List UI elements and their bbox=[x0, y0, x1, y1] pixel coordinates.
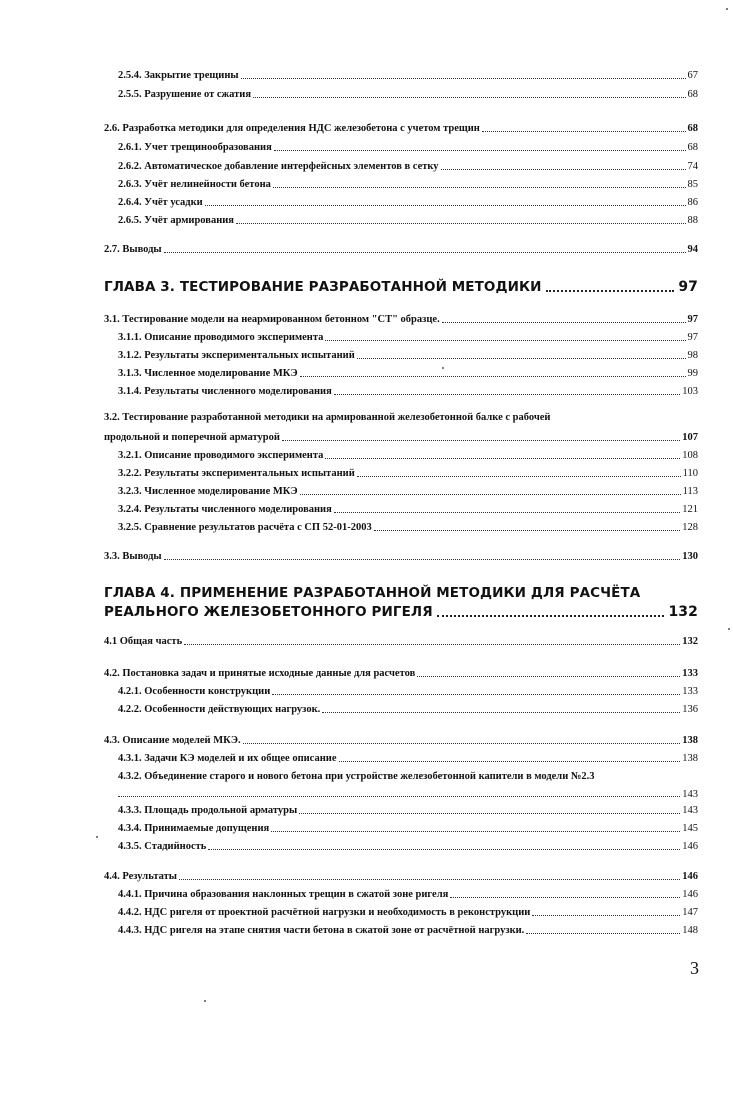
toc-entry-title: 2.6.1. Учет трещинообразования bbox=[118, 142, 272, 153]
toc-entry-title: 3.1.4. Результаты численного моделирования bbox=[118, 386, 332, 397]
toc-entry[interactable] bbox=[118, 518, 698, 534]
leader-dots bbox=[482, 131, 686, 132]
toc-entry-title: 3.2.1. Описание проводимого эксперимента bbox=[118, 450, 324, 461]
toc-chapter-heading[interactable] bbox=[104, 583, 698, 621]
toc-entry[interactable] bbox=[118, 85, 698, 101]
toc-page-number: 97 bbox=[687, 332, 698, 343]
toc-entry-title: 4.1 Общая часть bbox=[104, 636, 183, 647]
toc-entry-title-line1[interactable]: 3.2. Тестирование разработанной методики на армированной железобетонной балке с рабочей bbox=[104, 412, 551, 423]
leader-dots bbox=[241, 78, 686, 79]
toc-entry[interactable] bbox=[104, 119, 698, 135]
toc-entry[interactable] bbox=[118, 749, 698, 765]
chapter-title-line2: РЕАЛЬНОГО ЖЕЛЕЗОБЕТОННОГО РИГЕЛЯ bbox=[104, 604, 433, 620]
leader-dots bbox=[532, 915, 680, 916]
toc-page-number: 103 bbox=[682, 386, 698, 397]
toc-entry[interactable] bbox=[104, 547, 698, 563]
toc-entry[interactable] bbox=[118, 66, 698, 82]
toc-entry[interactable] bbox=[118, 346, 698, 362]
toc-page-number: 121 bbox=[682, 504, 698, 515]
toc-entry[interactable] bbox=[118, 328, 698, 344]
toc-entry-title: 4.4. Результаты bbox=[104, 871, 177, 882]
toc-page-number: 113 bbox=[682, 486, 698, 497]
toc-page-number: 136 bbox=[682, 704, 698, 715]
leader-dots bbox=[272, 694, 680, 695]
toc-entry[interactable] bbox=[118, 464, 698, 480]
toc-page-number: 128 bbox=[682, 522, 698, 533]
leader-dots bbox=[205, 205, 686, 206]
toc-entry-title: 4.3.1. Задачи КЭ моделей и их общее описание bbox=[118, 753, 337, 764]
toc-entry-title: 2.5.5. Разрушение от сжатия bbox=[118, 89, 252, 100]
leader-dots bbox=[179, 879, 680, 880]
chapter-title-line1: ГЛАВА 4. ПРИМЕНЕНИЕ РАЗРАБОТАННОЙ МЕТОДИКИ ДЛЯ РАСЧЁТА bbox=[104, 585, 641, 601]
toc-entry-title: 3.2.2. Результаты экспериментальных испытаний bbox=[118, 468, 355, 479]
toc-page-number: 68 bbox=[687, 142, 698, 153]
toc-page-number: 143 bbox=[682, 805, 698, 816]
toc-entry-title: 3.1.3. Численное моделирование МКЭ bbox=[118, 368, 298, 379]
toc-page-number: 108 bbox=[682, 450, 698, 461]
toc-chapter-heading[interactable] bbox=[104, 277, 698, 296]
leader-dots bbox=[526, 933, 680, 934]
toc-entry-title: 4.2.1. Особенности конструкции bbox=[118, 686, 271, 697]
toc-entry[interactable] bbox=[118, 157, 698, 173]
toc-entry-title: 3.2.5. Сравнение результатов расчёта с СП 52-01-2003 bbox=[118, 522, 372, 533]
toc-page-number: 98 bbox=[687, 350, 698, 361]
toc-entry[interactable] bbox=[118, 138, 698, 154]
leader-dots bbox=[442, 322, 686, 323]
leader-dots bbox=[282, 440, 680, 441]
toc-page-number: 146 bbox=[682, 841, 698, 852]
leader-dots bbox=[357, 476, 681, 477]
toc-entry[interactable] bbox=[118, 885, 698, 901]
toc-entry-title: 4.3. Описание моделей МКЭ. bbox=[104, 735, 241, 746]
toc-entry-title: 3.1.1. Описание проводимого эксперимента bbox=[118, 332, 324, 343]
toc-entry[interactable] bbox=[118, 682, 698, 698]
leader-dots bbox=[253, 97, 685, 98]
toc-page-number: 147 bbox=[682, 907, 698, 918]
toc-entry-title: 3.3. Выводы bbox=[104, 551, 162, 562]
toc-entry-title: 2.5.4. Закрытие трещины bbox=[118, 70, 239, 81]
toc-page-number: 107 bbox=[682, 432, 698, 443]
page-number: 3 bbox=[690, 958, 699, 978]
toc-page-number: 110 bbox=[682, 468, 698, 479]
toc-entry[interactable] bbox=[118, 921, 698, 937]
leader-dots bbox=[236, 223, 686, 224]
scan-speck bbox=[728, 628, 730, 630]
toc-entry-title: 4.3.4. Принимаемые допущения bbox=[118, 823, 270, 834]
leader-dots bbox=[441, 169, 686, 170]
toc-page-number: 94 bbox=[687, 244, 698, 255]
toc-entry-title: 4.3.5. Стадийность bbox=[118, 841, 207, 852]
toc-entry-title: 4.4.2. НДС ригеля от проектной расчётной нагрузки и необходимость в реконструкции bbox=[118, 907, 531, 918]
toc-entry[interactable] bbox=[118, 175, 698, 191]
toc-entry-title: 4.4.3. НДС ригеля на этапе снятия части бетона в сжатой зоне от расчётной нагрузки. bbox=[118, 925, 525, 936]
leader-dots bbox=[184, 644, 680, 645]
leader-dots bbox=[164, 252, 686, 253]
toc-page-number: 97 bbox=[678, 279, 698, 295]
toc-entry-title: 2.7. Выводы bbox=[104, 244, 162, 255]
leader-dots bbox=[300, 376, 686, 377]
toc-entry[interactable] bbox=[118, 700, 698, 716]
toc-entry[interactable] bbox=[118, 500, 698, 516]
toc-entry-title: 2.6.2. Автоматическое добавление интерфейсных элементов в сетку bbox=[118, 161, 439, 172]
toc-entry-title: 3.2.3. Численное моделирование МКЭ bbox=[118, 486, 298, 497]
toc-entry[interactable] bbox=[118, 446, 698, 462]
leader-dots bbox=[334, 512, 680, 513]
leader-dots bbox=[164, 559, 681, 560]
toc-page-number: 88 bbox=[687, 215, 698, 226]
toc-entry-title: 2.6.3. Учёт нелинейности бетона bbox=[118, 179, 271, 190]
leader-dots bbox=[300, 494, 681, 495]
toc-entry[interactable] bbox=[118, 482, 698, 498]
scan-speck bbox=[204, 1000, 206, 1002]
scan-speck bbox=[442, 367, 444, 369]
toc-entry-continuation[interactable] bbox=[118, 784, 698, 800]
toc-entry[interactable] bbox=[118, 364, 698, 380]
leader-dots bbox=[243, 743, 681, 744]
leader-dots bbox=[273, 187, 686, 188]
toc-page-number: 86 bbox=[687, 197, 698, 208]
leader-dots bbox=[546, 290, 675, 292]
scan-speck bbox=[726, 8, 728, 10]
leader-dots bbox=[322, 712, 680, 713]
toc-page-number: 132 bbox=[668, 604, 698, 620]
toc-entry-title: 4.3.2. Объединение старого и нового бетона при устройстве железобетонной капители в модели №2.3 bbox=[118, 771, 595, 782]
toc-entry-title: 4.2.2. Особенности действующих нагрузок. bbox=[118, 704, 321, 715]
leader-dots bbox=[437, 615, 665, 617]
toc-entry-title: 4.2. Постановка задач и принятые исходные данные для расчетов bbox=[104, 668, 416, 679]
toc-page-number: 67 bbox=[687, 70, 698, 81]
toc-entry-title: 4.3.3. Площадь продольной арматуры bbox=[118, 805, 298, 816]
toc-page-number: 138 bbox=[682, 753, 698, 764]
toc-entry[interactable] bbox=[104, 428, 698, 444]
toc-entry[interactable] bbox=[118, 903, 698, 919]
leader-dots bbox=[417, 676, 680, 677]
toc-page-number: 74 bbox=[687, 161, 698, 172]
toc-entry[interactable] bbox=[118, 819, 698, 835]
toc-page-number: 132 bbox=[682, 636, 698, 647]
leader-dots bbox=[334, 394, 680, 395]
toc-page-number: 130 bbox=[682, 551, 698, 562]
toc-entry-title: продольной и поперечной арматурой bbox=[104, 432, 280, 443]
toc-entry-title: 3.1.2. Результаты экспериментальных испытаний bbox=[118, 350, 355, 361]
toc-page-number: 99 bbox=[687, 368, 698, 379]
toc-page-number: 138 bbox=[682, 735, 698, 746]
toc-page-number: 97 bbox=[687, 314, 698, 325]
leader-dots bbox=[325, 458, 680, 459]
leader-dots bbox=[339, 761, 681, 762]
toc-entry[interactable] bbox=[118, 801, 698, 817]
toc-page-number: 146 bbox=[682, 889, 698, 900]
toc-entry[interactable] bbox=[104, 867, 698, 883]
leader-dots bbox=[271, 831, 680, 832]
leader-dots bbox=[450, 897, 680, 898]
toc-entry[interactable] bbox=[104, 731, 698, 747]
toc-page-number: 146 bbox=[682, 871, 698, 882]
toc-entry-wrapped[interactable] bbox=[118, 767, 698, 783]
toc-page-number: 68 bbox=[687, 123, 698, 134]
leader-dots bbox=[208, 849, 680, 850]
toc-page-number: 133 bbox=[682, 668, 698, 679]
chapter-title: ГЛАВА 3. ТЕСТИРОВАНИЕ РАЗРАБОТАННОЙ МЕТОДИКИ bbox=[104, 279, 542, 295]
scan-speck bbox=[96, 836, 98, 838]
leader-dots bbox=[325, 340, 685, 341]
toc-page-number: 85 bbox=[687, 179, 698, 190]
toc-entry-title: 3.2.4. Результаты численного моделирования bbox=[118, 504, 332, 515]
toc-entry[interactable] bbox=[104, 632, 698, 648]
toc-entry[interactable] bbox=[118, 211, 698, 227]
toc-entry-title: 2.6.4. Учёт усадки bbox=[118, 197, 203, 208]
toc-entry-title: 4.4.1. Причина образования наклонных трещин в сжатой зоне ригеля bbox=[118, 889, 449, 900]
toc-page-number: 133 bbox=[682, 686, 698, 697]
toc-entry[interactable] bbox=[104, 310, 698, 326]
toc-entry[interactable] bbox=[118, 193, 698, 209]
toc-page-number: 68 bbox=[687, 89, 698, 100]
toc-page-number: 143 bbox=[682, 789, 698, 800]
toc-page-number: 148 bbox=[682, 925, 698, 936]
leader-dots bbox=[357, 358, 686, 359]
leader-dots bbox=[299, 813, 680, 814]
toc-page-number: 145 bbox=[682, 823, 698, 834]
toc-entry-title: 2.6.5. Учёт армирования bbox=[118, 215, 234, 226]
toc-entry[interactable] bbox=[118, 837, 698, 853]
toc-entry[interactable] bbox=[104, 664, 698, 680]
toc-entry[interactable] bbox=[118, 382, 698, 398]
leader-dots bbox=[274, 150, 686, 151]
leader-dots bbox=[374, 530, 681, 531]
toc-entry-title: 2.6. Разработка методики для определения НДС железобетона с учетом трещин bbox=[104, 123, 480, 134]
leader-dots bbox=[118, 796, 680, 797]
toc-entry-title: 3.1. Тестирование модели на неармированном бетонном "СТ" образце. bbox=[104, 314, 440, 325]
toc-entry[interactable] bbox=[104, 240, 698, 256]
